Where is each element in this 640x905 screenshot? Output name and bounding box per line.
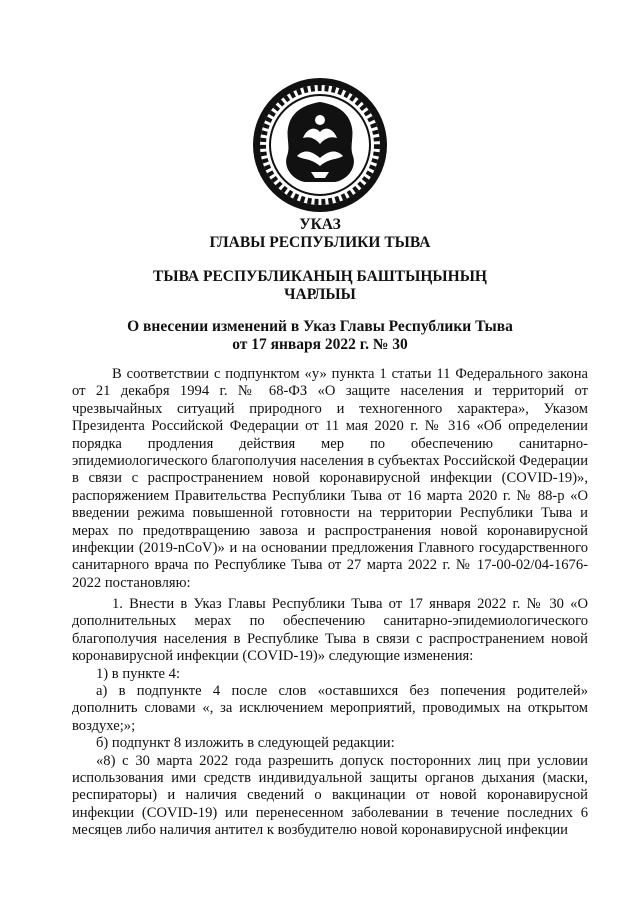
- document-title: [60, 216, 580, 252]
- item-1-sub-1-b-text: «8) с 30 марта 2022 года разрешить допуск посторонних лиц при условии использования ими средств индивидуальной защиты органов дыхания (маски, респираторы) и наличия сведений о вакцинации от новой коронавирусной инфекции (COVID-19) или перенесенном заболевании в течение последних 6 месяцев либо наличия антител к возбудителю новой коронавирусной инфекции: [72, 752, 588, 839]
- tuva-emblem-icon: [251, 76, 389, 214]
- title-ru-line-2: ГЛАВЫ РЕСПУБЛИКИ ТЫВА: [209, 234, 431, 251]
- document-subject: [60, 318, 580, 354]
- preamble-block: [72, 366, 588, 592]
- title-tyv-line-2: ЧАРЛЫЫ: [284, 286, 356, 303]
- item-1-sub-1-b: б) подпункт 8 изложить в следующей редакции:: [96, 735, 395, 752]
- item-1: 1. Внести в Указ Главы Республики Тыва от 17 января 2022 г. № 30 «О дополнительных мерах по обеспечению санитарно-эпидемиологического благополучия населения в Республике Тыва в связи с распространением новой коронавирусной инфекции (COVID-19)» следующие изменения:: [72, 596, 588, 665]
- title-ru-line-1: УКАЗ: [299, 216, 341, 233]
- preamble-paragraph: В соответствии с подпунктом «у» пункта 1 статьи 11 Федерального закона от 21 декабря 1994 г. № 68-ФЗ «О защите населения и территорий от чрезвычайных ситуаций природного и техногенного характера», Указом Президента Российской Федерации от 11 мая 2020 г. № 316 «Об определении порядка продления действия мер по обеспечению санитарно-эпидемиологического благополучия населения в субъектах Российской Федерации в связи с распространением новой коронавирусной инфекции (COVID-19)», распоряжением Правительства Республики Тыва от 16 марта 2020 г. № 88-р «О введении режима повышенной готовности на территории Республики Тыва и мерах по предотвращению завоза и распространения новой коронавирусной инфекции (2019-nCoV)» и на основании предложения Главного государственного санитарного врача по Республике Тыва от 27 марта 2022 г. № 17-00-02/04-1676-2022 постановляю:: [72, 366, 588, 591]
- item-1-sub-1-a: а) в подпункте 4 после слов «оставшихся без попечения родителей» дополнить словами «, за исключением мероприятий, проводимых на открытом воздухе;»;: [72, 683, 588, 734]
- document-title-tyvan: [60, 268, 580, 304]
- item-1-sub-1: 1) в пункте 4:: [96, 665, 181, 682]
- title-tyv-line-1: ТЫВА РЕСПУБЛИКАНЫҢ БАШТЫҢЫНЫҢ: [153, 268, 487, 285]
- subject-line-2: от 17 января 2022 г. № 30: [232, 336, 408, 353]
- articles-block: [72, 596, 588, 840]
- subject-line-1: О внесении изменений в Указ Главы Республики Тыва: [127, 318, 513, 335]
